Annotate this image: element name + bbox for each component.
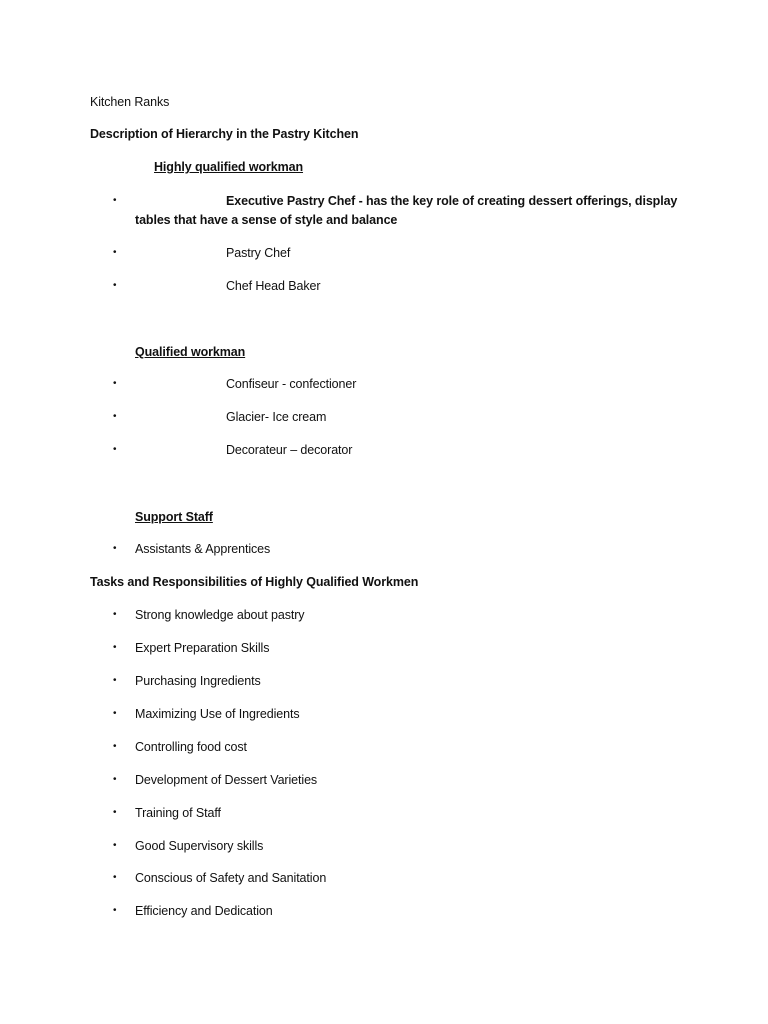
bullet-icon: • xyxy=(113,411,117,422)
section-heading-qualified: Qualified workman xyxy=(135,345,246,359)
list-item-executive-pastry-chef-continued: tables that have a sense of style and balance xyxy=(135,213,398,227)
section-heading-highly-qualified: Highly qualified workman xyxy=(154,160,304,174)
task-item: Controlling food cost xyxy=(135,740,247,754)
bullet-icon: • xyxy=(113,840,117,851)
bullet-icon: • xyxy=(113,708,117,719)
task-item: Conscious of Safety and Sanitation xyxy=(135,871,327,885)
bullet-icon: • xyxy=(113,444,117,455)
bullet-icon: • xyxy=(113,741,117,752)
list-item-decorateur: Decorateur – decorator xyxy=(226,443,353,457)
bullet-icon: • xyxy=(113,280,117,291)
bullet-icon: • xyxy=(113,807,117,818)
list-item-pastry-chef: Pastry Chef xyxy=(226,246,291,260)
list-item-chef-head-baker: Chef Head Baker xyxy=(226,279,321,293)
task-item: Good Supervisory skills xyxy=(135,839,264,853)
bullet-icon: • xyxy=(113,872,117,883)
bullet-icon: • xyxy=(113,609,117,620)
task-item: Expert Preparation Skills xyxy=(135,641,270,655)
bullet-icon: • xyxy=(113,247,117,258)
bullet-icon: • xyxy=(113,774,117,785)
task-item: Development of Dessert Varieties xyxy=(135,773,318,787)
bullet-icon: • xyxy=(113,195,117,206)
tasks-heading: Tasks and Responsibilities of Highly Qualified Workmen xyxy=(90,575,419,589)
document-subtitle: Description of Hierarchy in the Pastry Kitchen xyxy=(90,127,359,141)
bullet-icon: • xyxy=(113,378,117,389)
task-item: Strong knowledge about pastry xyxy=(135,608,305,622)
list-item-executive-pastry-chef: Executive Pastry Chef - has the key role of creating dessert offerings, display xyxy=(226,194,678,208)
list-item-confiseur: Confiseur - confectioner xyxy=(226,377,357,391)
document-title: Kitchen Ranks xyxy=(90,95,170,109)
bullet-icon: • xyxy=(113,905,117,916)
bullet-icon: • xyxy=(113,675,117,686)
bullet-icon: • xyxy=(113,642,117,653)
section-heading-support-staff: Support Staff xyxy=(135,510,213,524)
list-item-assistants: Assistants & Apprentices xyxy=(135,542,271,556)
list-item-glacier: Glacier- Ice cream xyxy=(226,410,327,424)
task-item: Purchasing Ingredients xyxy=(135,674,261,688)
bullet-icon: • xyxy=(113,543,117,554)
task-item: Efficiency and Dedication xyxy=(135,904,273,918)
task-item: Training of Staff xyxy=(135,806,221,820)
task-item: Maximizing Use of Ingredients xyxy=(135,707,300,721)
